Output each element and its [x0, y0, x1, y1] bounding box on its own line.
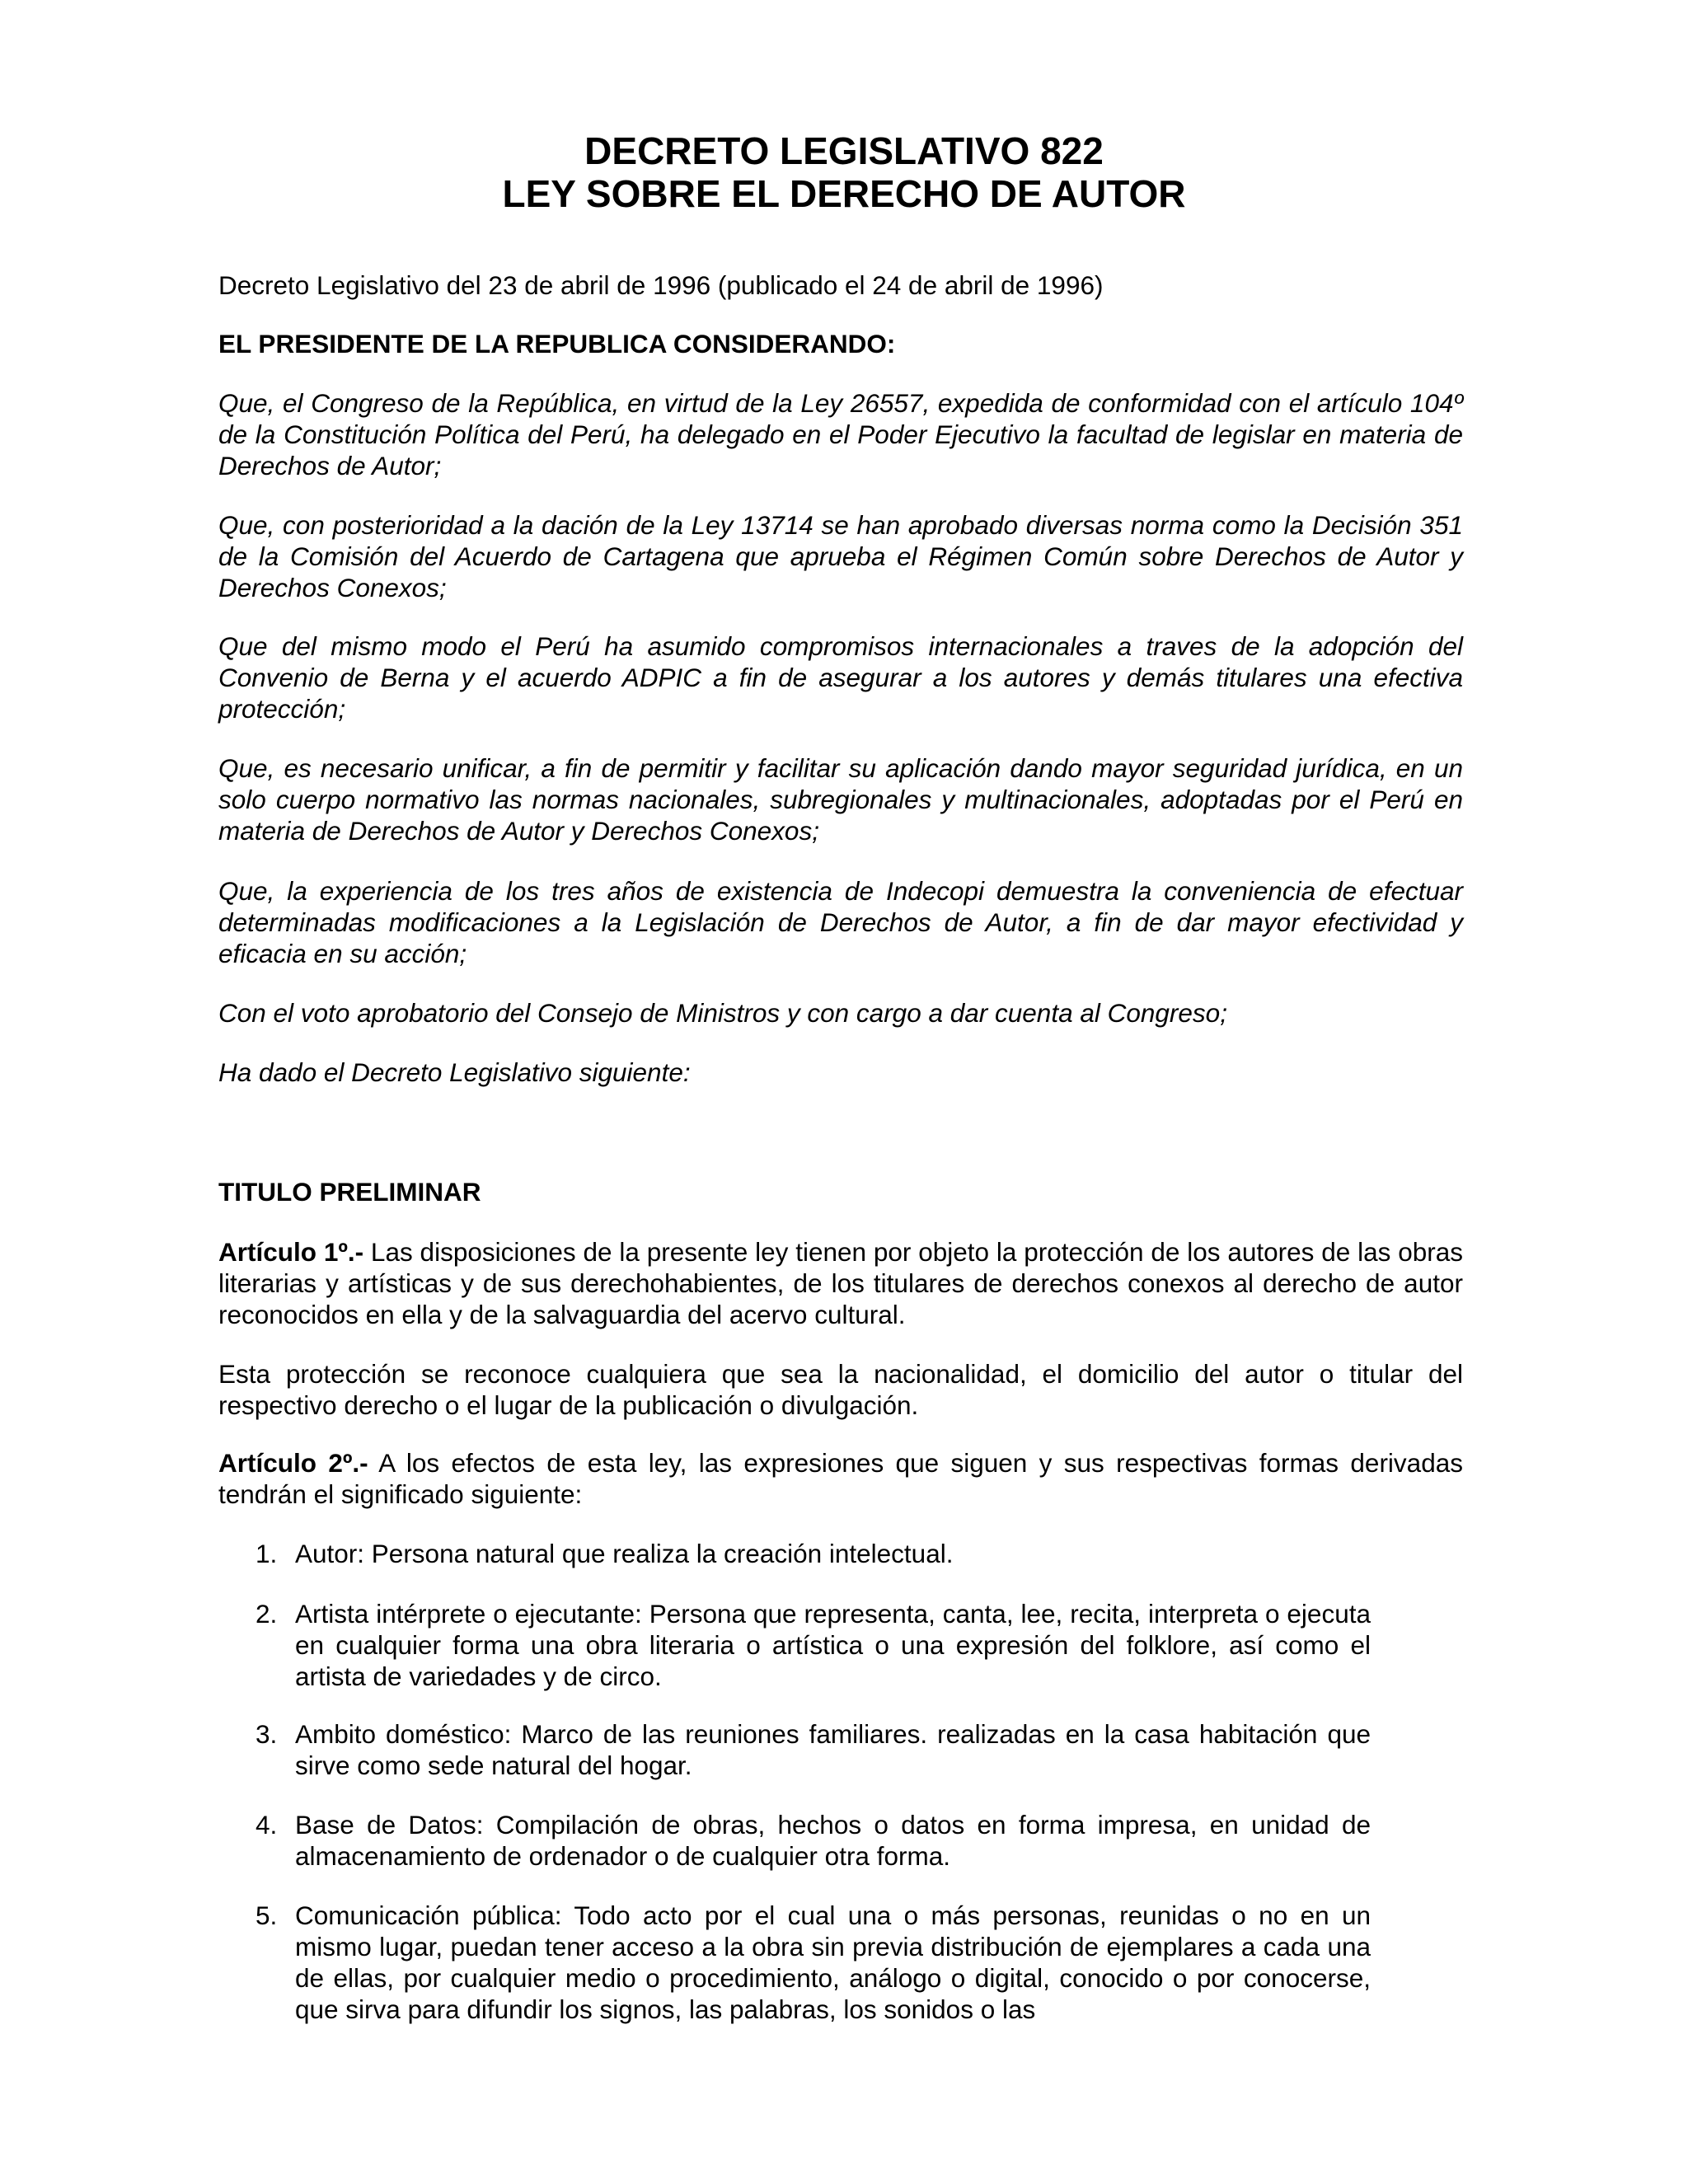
considerando-paragraph: Que del mismo modo el Perú ha asumido compromisos internacionales a traves de la adopción del Convenio de Berna y el acuerdo ADPIC a fin de asegurar a los autores y demás titulares una efectiva protección;	[218, 631, 1463, 724]
president-heading: EL PRESIDENTE DE LA REPUBLICA CONSIDERANDO:	[218, 329, 896, 359]
list-item-text: Ambito doméstico: Marco de las reuniones familiares. realizadas en la casa habitación que sirve como sede natural del hogar.	[295, 1719, 1371, 1780]
list-item-text: Artista intérprete o ejecutante: Persona que representa, canta, lee, recita, interpreta o ejecuta en cualquier forma una obra literaria o artística o una expresión del folklore, así como el artista de variedades y de circo.	[295, 1599, 1371, 1691]
list-item-number: 2.	[256, 1599, 278, 1629]
articulo-2	[218, 1447, 1463, 1510]
considerando-paragraph: Ha dado el Decreto Legislativo siguiente:	[218, 1057, 691, 1087]
list-item-text: Autor: Persona natural que realiza la creación intelectual.	[295, 1539, 954, 1568]
list-item-number: 3.	[256, 1719, 278, 1749]
titulo-preliminar-heading: TITULO PRELIMINAR	[218, 1177, 481, 1207]
document-title-line1: DECRETO LEGISLATIVO 822	[584, 129, 1104, 172]
considerando-paragraph: Que, es necesario unificar, a fin de permitir y facilitar su aplicación dando mayor seguridad jurídica, en un solo cuerpo normativo las normas nacionales, subregionales y multinacionales, adoptadas por el Perú en materia de Derechos de Autor y Derechos Conexos;	[218, 753, 1463, 846]
document-title-line2: LEY SOBRE EL DERECHO DE AUTOR	[502, 172, 1186, 215]
decree-date-line: Decreto Legislativo del 23 de abril de 1996 (publicado el 24 de abril de 1996)	[218, 270, 1104, 300]
articulo-1-label: Artículo 1º.-	[218, 1237, 364, 1267]
list-item-number: 4.	[256, 1810, 278, 1840]
considerando-paragraph: Que, el Congreso de la República, en virtud de la Ley 26557, expedida de conformidad con el artículo 104º de la Constitución Política del Perú, ha delegado en el Poder Ejecutivo la facultad de legislar en materia de Derechos de Autor;	[218, 388, 1463, 480]
articulo-2-text: A los efectos de esta ley, las expresiones que siguen y sus respectivas formas derivadas tendrán el significado siguiente:	[218, 1448, 1463, 1509]
considerando-paragraph: Que, la experiencia de los tres años de existencia de Indecopi demuestra la conveniencia de efectuar determinadas modificaciones a la Legislación de Derechos de Autor, a fin de dar mayor efectividad y eficacia en su acción;	[218, 876, 1463, 968]
articulo-1-paragraph-2: Esta protección se reconoce cualquiera que sea la nacionalidad, el domicilio del autor o titular del respectivo derecho o el lugar de la publicación o divulgación.	[218, 1359, 1463, 1420]
list-item-number: 5.	[256, 1900, 278, 1930]
list-item-text: Comunicación pública: Todo acto por el cual una o más personas, reunidas o no en un mismo lugar, puedan tener acceso a la obra sin previa distribución de ejemplares a cada una de ellas, por cualquier medio o procedimiento, análogo o digital, conocido o por conocerse, que sirva para difundir los signos, las palabras, los sonidos o las	[295, 1900, 1371, 2024]
considerando-paragraph: Que, con posterioridad a la dación de la Ley 13714 se han aprobado diversas norma como la Decisión 351 de la Comisión del Acuerdo de Cartagena que aprueba el Régimen Común sobre Derechos de Autor y Derechos Conexos;	[218, 510, 1463, 602]
list-item-number: 1.	[256, 1539, 278, 1568]
articulo-1-text: Las disposiciones de la presente ley tienen por objeto la protección de los autores de las obras literarias y artísticas y de sus derechohabientes, de los titulares de derechos conexos al derecho de autor reconocidos en ella y de la salvaguardia del acervo cultural.	[218, 1237, 1463, 1329]
considerando-paragraph: Con el voto aprobatorio del Consejo de Ministros y con cargo a dar cuenta al Congreso;	[218, 998, 1227, 1028]
list-item-text: Base de Datos: Compilación de obras, hechos o datos en forma impresa, en unidad de almacenamiento de ordenador o de cualquier otra forma.	[295, 1810, 1371, 1871]
articulo-1	[218, 1236, 1463, 1330]
articulo-2-label: Artículo 2º.-	[218, 1448, 368, 1478]
